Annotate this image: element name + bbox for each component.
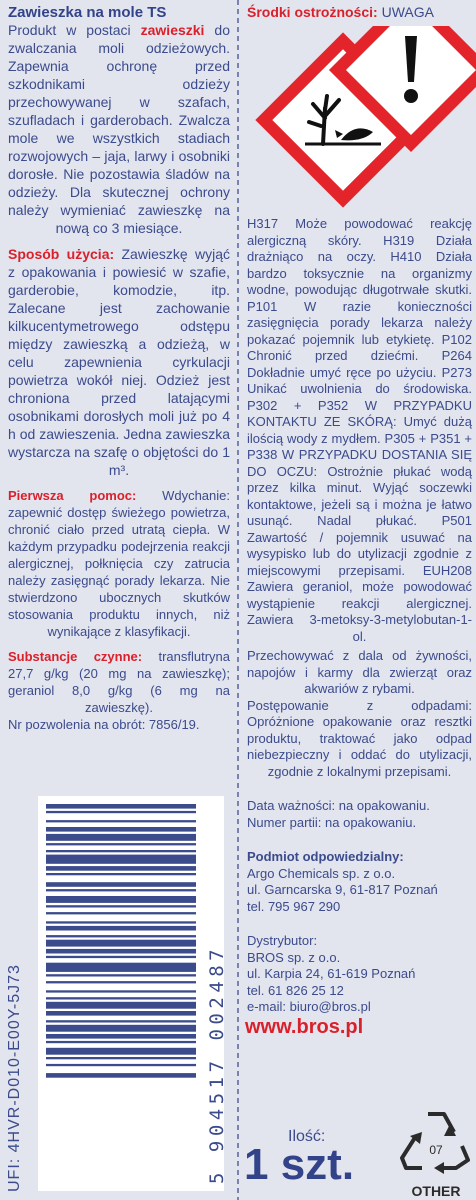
barcode-bar	[46, 940, 196, 947]
batch-number: Numer partii: na opakowaniu.	[247, 814, 417, 830]
barcode-bar	[46, 1048, 196, 1055]
barcode-bar	[46, 949, 196, 954]
ghs-pictogram-group	[243, 26, 476, 216]
barcode-bar	[46, 926, 196, 931]
barcode-bar	[46, 889, 196, 891]
quantity-label: Ilość:	[288, 1128, 326, 1145]
barcode-bar	[46, 921, 196, 923]
barcode-bar	[46, 896, 196, 903]
precautions-label: Środki ostrożności:	[247, 4, 378, 20]
quantity-value: 1 szt.	[244, 1140, 355, 1189]
signal-word: UWAGA	[381, 4, 434, 20]
barcode-bar	[46, 905, 196, 907]
barcode-bar	[46, 855, 196, 864]
first-aid-section: Pierwsza pomoc: Wdychanie: zapewnić dostęp świeżego powietrza, chronić ciało przed utratą ciepła. W każdym przypadku podejrzenia reakcji alergicznej, połknięcia czy zatrucia należy zasięgnąć porady lekarza. Nie stwierdzono ubocznych skutków stosowania produktu innych, niż wynikające z klasyfikacji.	[8, 488, 230, 639]
ghs-pictograms	[243, 26, 476, 216]
precautions-header	[243, 0, 476, 20]
highlight-zawieszki: zawieszki	[140, 22, 205, 38]
active-substances-section: Substancje czynne: transflutryna 27,7 g/kg (20 mg na zawieszkę); geraniol 8,0 g/kg (6 mg na zawieszkę).	[8, 649, 230, 715]
right-column	[243, 0, 476, 1200]
waste-instructions: Postępowanie z odpadami: Opróżnione opakowanie oraz resztki produktu, traktować jako odpad niebezpieczny i oddać do utylizacji, zgodnie z lokalnymi przepisami.	[247, 697, 472, 779]
distributor-line: tel. 61 826 25 12	[247, 982, 344, 998]
barcode-bar	[46, 804, 196, 809]
barcode-bar	[46, 1034, 196, 1039]
usage-section: Sposób użycia: Zawieszkę wyjąć z opakowania i powiesić w szafie, garderobie, komodzie, itp. Zalecane jest zachowanie kilkucentymetrowego odstępu między zawieszką a odzieżą, w celu zapewnienia cyrkulacji powietrza wokół niej. Odzież jest chroniona przed latającymi osobnikami dorosłych moli już po 4 h od zawieszenia. Jedna zawieszka wystarcza na szafę o objętości do 1 m³.	[8, 246, 231, 478]
barcode-bar	[46, 1011, 196, 1016]
barcode-bar	[46, 981, 196, 983]
barcode-bar	[46, 873, 196, 875]
recycle-icon	[398, 1106, 474, 1198]
barcode-bar	[46, 912, 196, 914]
column-divider	[237, 0, 239, 1200]
barcode-number: 5 904517 002487	[206, 944, 228, 1184]
barcode-bar	[46, 935, 196, 937]
barcode	[38, 796, 228, 1191]
recycle-text: OTHER	[411, 1183, 461, 1199]
barcode-bar	[46, 866, 196, 871]
barcode-bar	[46, 997, 196, 999]
barcode-bar	[46, 820, 196, 822]
active-substances-label: Substancje czynne:	[8, 649, 143, 664]
barcode-bar	[46, 990, 196, 992]
first-aid-label: Pierwsza pomoc:	[8, 488, 137, 503]
recycle-triangle-icon	[398, 1106, 474, 1176]
barcode-bar	[46, 843, 196, 845]
website-link[interactable]: www.bros.pl	[245, 1015, 364, 1038]
storage-instructions: Przechowywać z dala od żywności, napojów i karmy dla zwierząt oraz akwariów z rybami.	[247, 648, 472, 696]
barcode-bar	[46, 1064, 196, 1066]
barcode-bar	[46, 882, 196, 887]
barcode-bars	[38, 796, 224, 1191]
barcode-bar	[46, 1002, 196, 1009]
permit-number: Nr pozwolenia na obrót: 7856/19.	[8, 717, 200, 732]
distributor-line: BROS sp. z o.o.	[247, 949, 341, 965]
barcode-bar	[46, 850, 196, 852]
barcode-bar	[46, 963, 196, 972]
barcode-bar	[46, 1020, 196, 1022]
responsible-line: ul. Garncarska 9, 61-817 Poznań	[247, 882, 438, 897]
barcode-bar	[46, 811, 196, 813]
ufi-code: UFI: 4HVR-D010-E00Y-5J73	[6, 964, 23, 1192]
distributor-label: Dystrybutor:	[247, 933, 318, 948]
barcode-bar	[46, 956, 196, 958]
barcode-bar	[46, 974, 196, 976]
barcode-bar	[46, 1073, 196, 1078]
barcode-bar	[46, 834, 196, 841]
barcode-bar	[46, 827, 196, 832]
expiry-date: Data ważności: na opakowaniu.	[247, 798, 430, 813]
responsible-label: Podmiot odpowiedzialny:	[247, 849, 404, 864]
distributor-line: ul. Karpia 24, 61-619 Poznań	[247, 966, 416, 981]
usage-label: Sposób użycia:	[8, 246, 115, 262]
product-description: Produkt w postaci zawieszki do zwalczania moli odzieżowych. Zapewnia ochronę przed szkodnikami odzieży przechowywanej w szafach, szufladach i garderobach. Zwalcza mole we wszystkich stadiach rozwojowych – jaja, larwy i osobniki dorosłe. Nie pozostawia śladów na odzieży. Dla skutecznej ochrony należy wymieniać zawieszkę na nową co 3 miesiące.	[8, 22, 230, 236]
product-title: Zawieszka na mole TS	[8, 4, 167, 21]
distributor-email: e-mail: biuro@bros.pl	[247, 999, 371, 1014]
barcode-bar	[46, 1025, 196, 1032]
responsible-line: tel. 795 967 290	[247, 898, 341, 914]
barcode-bar	[46, 1057, 196, 1059]
recycle-code: 07	[429, 1143, 443, 1157]
barcode-bar	[46, 1041, 196, 1043]
responsible-line: Argo Chemicals sp. z o.o.	[247, 865, 396, 881]
hazard-statements: H317 Może powodować reakcję alergiczną skóry. H319 Działa drażniąco na oczy. H410 Działa bardzo toksycznie na organizmy wodne, powodując długotrwałe skutki. P101 W razie konieczności zasięgnięcia porady lekarza należy pokazać pojemnik lub etykietę. P102 Chronić przed dziećmi. P264 Dokładnie umyć ręce po użyciu. P273 Unikać uwolnienia do środowiska. P302 + P352 W PRZYPADKU KONTAKTU ZE SKÓRĄ: Umyć dużą ilością wody z mydłem. P305 + P351 + P338 W PRZYPADKU DOSTANIA SIĘ DO OCZU: Ostrożnie płukać wodą przez kilka minut. Wyjąć soczewki kontaktowe, jeżeli są i można je łatwo usunąć. Nadal płukać. P501 Zawartość / pojemnik usuwać na wysypisko lub do utylizacji zgodnie z miejscowymi przepisami. EUH208 Zawiera geraniol, może powodować wystąpienie reakcji alergicznej. Zawiera 3-metoksy-3-metylobutan-1-ol.	[247, 216, 472, 644]
